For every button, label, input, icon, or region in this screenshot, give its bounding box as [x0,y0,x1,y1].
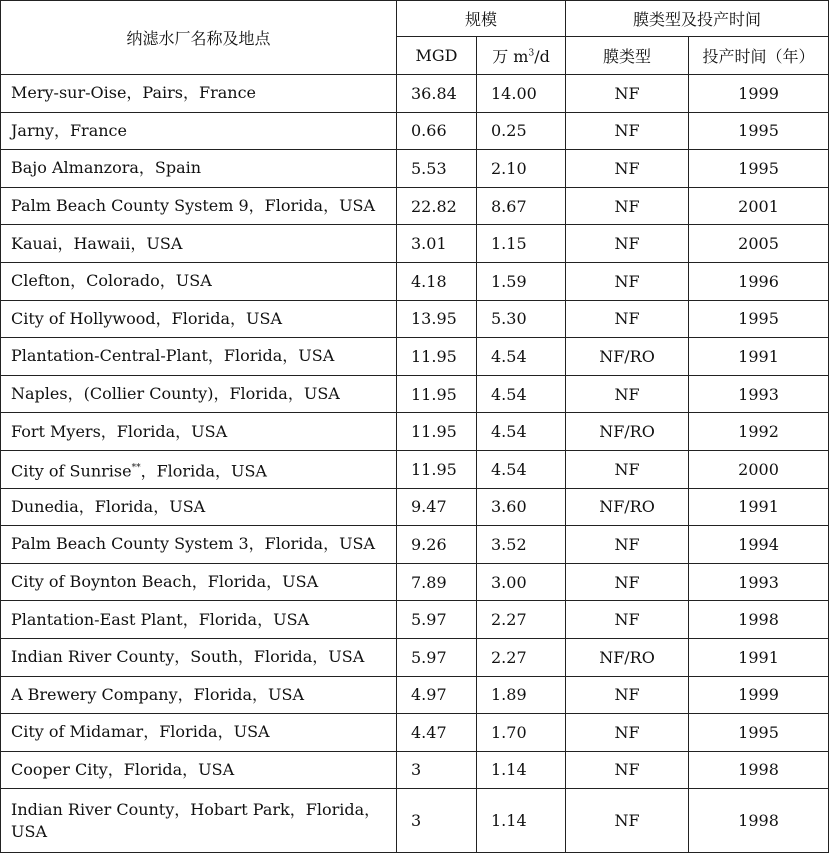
membrane-type: NF/RO [566,638,689,676]
table-row [1,714,829,752]
table-row [1,75,829,113]
start-year: 1995 [689,300,829,338]
capacity-mgd: 9.47 [397,488,477,526]
capacity-mgd: 4.47 [397,714,477,752]
start-year: 2000 [689,450,829,488]
capacity-mgd: 11.95 [397,413,477,451]
capacity-wan-m3: 4.54 [477,338,566,376]
table-row [1,676,829,714]
table-row [1,526,829,564]
capacity-wan-m3: 14.00 [477,75,566,113]
table-row [1,112,829,150]
plant-name-tail: ，Florida，USA [140,460,267,480]
table-row [1,488,829,526]
table-row [1,338,829,376]
table-row [1,751,829,789]
capacity-wan-m3: 8.67 [477,187,566,225]
table-body [1,75,829,853]
table-row [1,187,829,225]
capacity-mgd: 3 [397,751,477,789]
start-year: 1995 [689,150,829,188]
capacity-mgd: 4.97 [397,676,477,714]
membrane-type: NF/RO [566,488,689,526]
membrane-type: NF [566,150,689,188]
plant-name: Cooper City，Florida，USA [1,751,397,789]
capacity-wan-m3: 4.54 [477,450,566,488]
membrane-type: NF/RO [566,338,689,376]
membrane-type: NF [566,601,689,639]
membrane-type: NF [566,375,689,413]
plant-name: Naples，(Collier County)，Florida，USA [1,375,397,413]
capacity-mgd: 5.97 [397,601,477,639]
plant-name: Jarny，France [1,112,397,150]
header-plant-name: 纳滤水厂名称及地点 [1,1,397,75]
membrane-type: NF [566,187,689,225]
table-row [1,789,829,853]
start-year: 1995 [689,112,829,150]
start-year: 1998 [689,789,829,853]
plant-name: Plantation-East Plant，Florida，USA [1,601,397,639]
start-year: 2005 [689,225,829,263]
capacity-mgd: 9.26 [397,526,477,564]
start-year: 1993 [689,375,829,413]
capacity-wan-m3: 2.27 [477,638,566,676]
membrane-type: NF [566,751,689,789]
capacity-mgd: 36.84 [397,75,477,113]
table-row [1,375,829,413]
capacity-mgd: 5.53 [397,150,477,188]
capacity-wan-m3: 1.14 [477,789,566,853]
plant-name: Palm Beach County System 9，Florida，USA [1,187,397,225]
capacity-wan-m3: 1.14 [477,751,566,789]
start-year: 1995 [689,714,829,752]
start-year: 1998 [689,751,829,789]
capacity-wan-m3: 1.59 [477,262,566,300]
membrane-type: NF [566,714,689,752]
capacity-wan-m3: 1.15 [477,225,566,263]
membrane-type: NF [566,262,689,300]
membrane-type: NF [566,563,689,601]
start-year: 1996 [689,262,829,300]
capacity-wan-m3: 3.60 [477,488,566,526]
plant-name: Clefton，Colorado，USA [1,262,397,300]
capacity-mgd: 3.01 [397,225,477,263]
plant-name: Palm Beach County System 3，Florida，USA [1,526,397,564]
header-membrane-group: 膜类型及投产时间 [566,1,829,37]
plant-name: Kauai，Hawaii，USA [1,225,397,263]
plant-name-main: City of Sunrise [11,460,132,480]
plant-name [1,450,397,488]
membrane-type: NF [566,112,689,150]
membrane-type: NF [566,789,689,853]
start-year: 1991 [689,638,829,676]
membrane-type: NF [566,225,689,263]
header-membrane-type: 膜类型 [566,37,689,75]
unit-prefix: 万 m [492,47,529,66]
capacity-mgd: 13.95 [397,300,477,338]
capacity-wan-m3: 0.25 [477,112,566,150]
table-row [1,225,829,263]
plant-name: Plantation-Central-Plant，Florida，USA [1,338,397,376]
plant-name: A Brewery Company，Florida，USA [1,676,397,714]
table-row [1,601,829,639]
start-year: 1994 [689,526,829,564]
table-row [1,450,829,488]
membrane-type: NF/RO [566,413,689,451]
table-row [1,413,829,451]
capacity-mgd: 11.95 [397,450,477,488]
capacity-mgd: 7.89 [397,563,477,601]
plant-name: City of Hollywood，Florida，USA [1,300,397,338]
unit-suffix: /d [534,47,550,66]
capacity-wan-m3: 3.00 [477,563,566,601]
table-row [1,563,829,601]
plant-name: Fort Myers，Florida，USA [1,413,397,451]
membrane-type: NF [566,676,689,714]
capacity-mgd: 4.18 [397,262,477,300]
membrane-type: NF [566,75,689,113]
membrane-type: NF [566,526,689,564]
capacity-wan-m3: 1.89 [477,676,566,714]
start-year: 1993 [689,563,829,601]
table-row [1,150,829,188]
capacity-mgd: 0.66 [397,112,477,150]
start-year: 1992 [689,413,829,451]
capacity-wan-m3: 3.52 [477,526,566,564]
header-mgd: MGD [397,37,477,75]
table-row [1,300,829,338]
membrane-type: NF [566,300,689,338]
capacity-mgd: 11.95 [397,338,477,376]
plant-name: Indian River County，South，Florida，USA [1,638,397,676]
plant-name: City of Boynton Beach，Florida，USA [1,563,397,601]
table-row [1,638,829,676]
footnote-mark: ** [131,462,141,473]
start-year: 1999 [689,75,829,113]
capacity-wan-m3: 4.54 [477,413,566,451]
membrane-type: NF [566,450,689,488]
plant-name: Indian River County，Hobart Park，Florida，USA [1,789,397,853]
table-header [1,1,829,75]
start-year: 1999 [689,676,829,714]
plant-name: Mery-sur-Oise，Pairs，France [1,75,397,113]
plant-name: Dunedia，Florida，USA [1,488,397,526]
header-scale-group: 规模 [397,1,566,37]
capacity-mgd: 5.97 [397,638,477,676]
capacity-wan-m3: 2.27 [477,601,566,639]
unit-superscript: 3 [528,48,535,59]
capacity-mgd: 11.95 [397,375,477,413]
plant-name: City of Midamar，Florida，USA [1,714,397,752]
start-year: 1991 [689,488,829,526]
start-year: 2001 [689,187,829,225]
plant-name: Bajo Almanzora，Spain [1,150,397,188]
capacity-wan-m3: 1.70 [477,714,566,752]
header-year: 投产时间（年） [689,37,829,75]
capacity-wan-m3: 5.30 [477,300,566,338]
capacity-mgd: 22.82 [397,187,477,225]
start-year: 1991 [689,338,829,376]
capacity-mgd: 3 [397,789,477,853]
header-wan-m3-d [477,37,566,75]
capacity-wan-m3: 4.54 [477,375,566,413]
capacity-wan-m3: 2.10 [477,150,566,188]
start-year: 1998 [689,601,829,639]
table-row [1,262,829,300]
